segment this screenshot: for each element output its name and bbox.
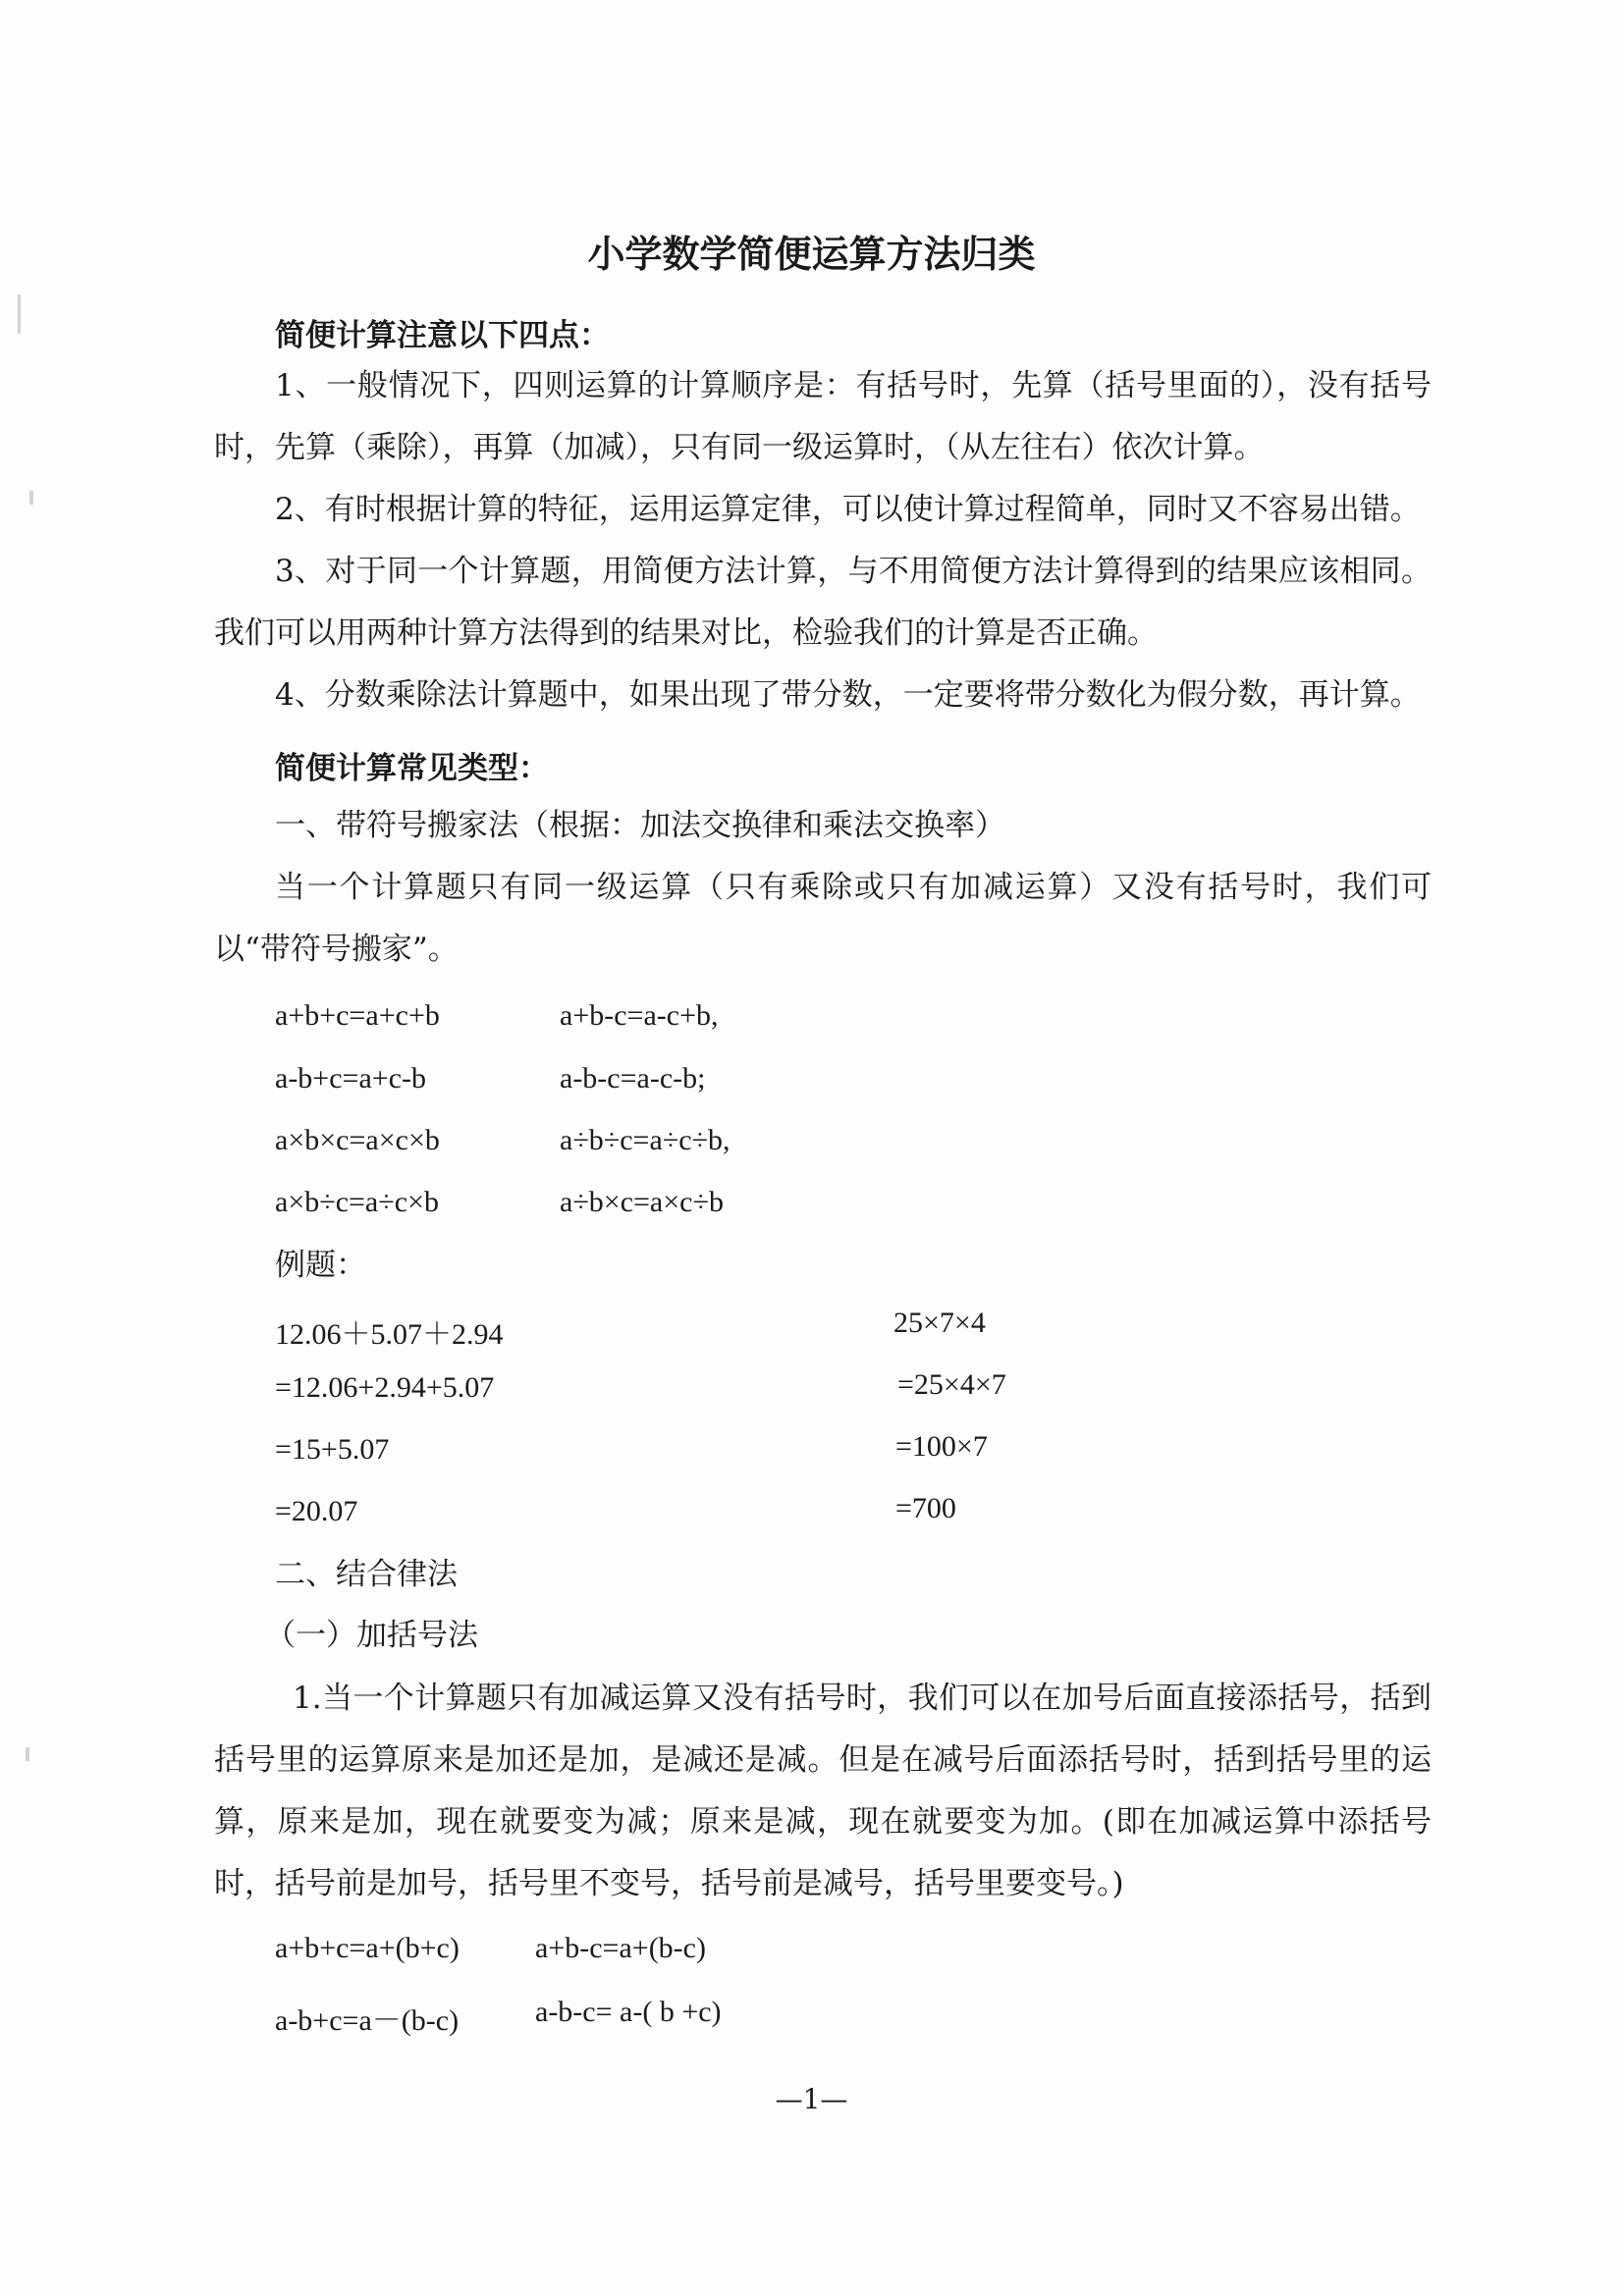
formula: a-b-c= a-( b +c): [535, 1996, 722, 2028]
section2-para: 1.当一个计算题只有加减运算又没有括号时，我们可以在加号后面直接添括号，括到括号里的运算原来是加还是加，是减还是减。但是在减号后面添括号时，括到括号里的运算，原来是加，现在就要变为减；原来是减，现在就要变为加。(即在加减运算中添括号时，括号前是加号，括号里不变号，括号前是减号，括号里要变号。): [214, 1681, 1432, 1901]
example-left-line: =15+5.07: [275, 1433, 390, 1466]
notes-heading: 简便计算注意以下四点：: [275, 318, 610, 353]
page-number: —1—: [775, 2083, 848, 2115]
formula: a-b+c=a－(b-c): [275, 2004, 460, 2037]
example-right-line: 25×7×4: [893, 1307, 986, 1339]
note-2: 2、有时根据计算的特征，运用运算定律，可以使计算过程简单，同时又不容易出错。: [275, 492, 1421, 527]
note-4: 4、分数乘除法计算题中，如果出现了带分数，一定要将带分数化为假分数，再计算。: [275, 677, 1421, 713]
formula: a-b-c=a-c-b;: [560, 1062, 706, 1095]
formula: a+b+c=a+(b+c): [275, 1932, 460, 1964]
section1-intro: 当一个计算题只有同一级运算（只有乘除或只有加减运算）又没有括号时，我们可以“带符号搬家”。: [214, 870, 1432, 967]
example-right-line: =100×7: [895, 1430, 988, 1463]
example-right-line: =700: [895, 1492, 956, 1524]
example-left-line: =20.07: [275, 1495, 358, 1527]
formula: a×b÷c=a÷c×b: [275, 1186, 439, 1218]
section2-subtitle: （一）加括号法: [265, 1618, 478, 1653]
scan-mark: [26, 1747, 29, 1761]
page-title: 小学数学简便运算方法归类: [587, 232, 1036, 276]
formula: a÷b÷c=a÷c÷b,: [560, 1124, 730, 1156]
note-3: 3、对于同一个计算题，用简便方法计算，与不用简便方法计算得到的结果应该相同。我们可以用两种计算方法得到的结果对比，检验我们的计算是否正确。: [214, 554, 1432, 651]
formula: a÷b×c=a×c÷b: [560, 1186, 724, 1218]
example-left-line: 12.06＋5.07＋2.94: [275, 1318, 504, 1351]
example-left-line: =12.06+2.94+5.07: [275, 1371, 495, 1404]
scan-mark: [29, 491, 33, 505]
formula: a+b+c=a+c+b: [275, 999, 440, 1032]
note-1: 1、一般情况下，四则运算的计算顺序是：有括号时，先算（括号里面的），没有括号时，先算（乘除），再算（加减），只有同一级运算时，（从左往右）依次计算。: [214, 368, 1432, 465]
formula: a×b×c=a×c×b: [275, 1124, 440, 1156]
example-label: 例题：: [275, 1248, 366, 1283]
example-right-line: =25×4×7: [897, 1368, 1006, 1401]
formula: a+b-c=a-c+b,: [560, 999, 719, 1032]
formula: a+b-c=a+(b-c): [535, 1932, 706, 1964]
formula: a-b+c=a+c-b: [275, 1062, 426, 1095]
scan-mark: [18, 294, 21, 334]
section1-title: 一、带符号搬家法（根据：加法交换律和乘法交换率）: [275, 808, 1005, 843]
types-heading: 简便计算常见类型：: [275, 751, 549, 786]
section2-title: 二、结合律法: [275, 1557, 458, 1592]
